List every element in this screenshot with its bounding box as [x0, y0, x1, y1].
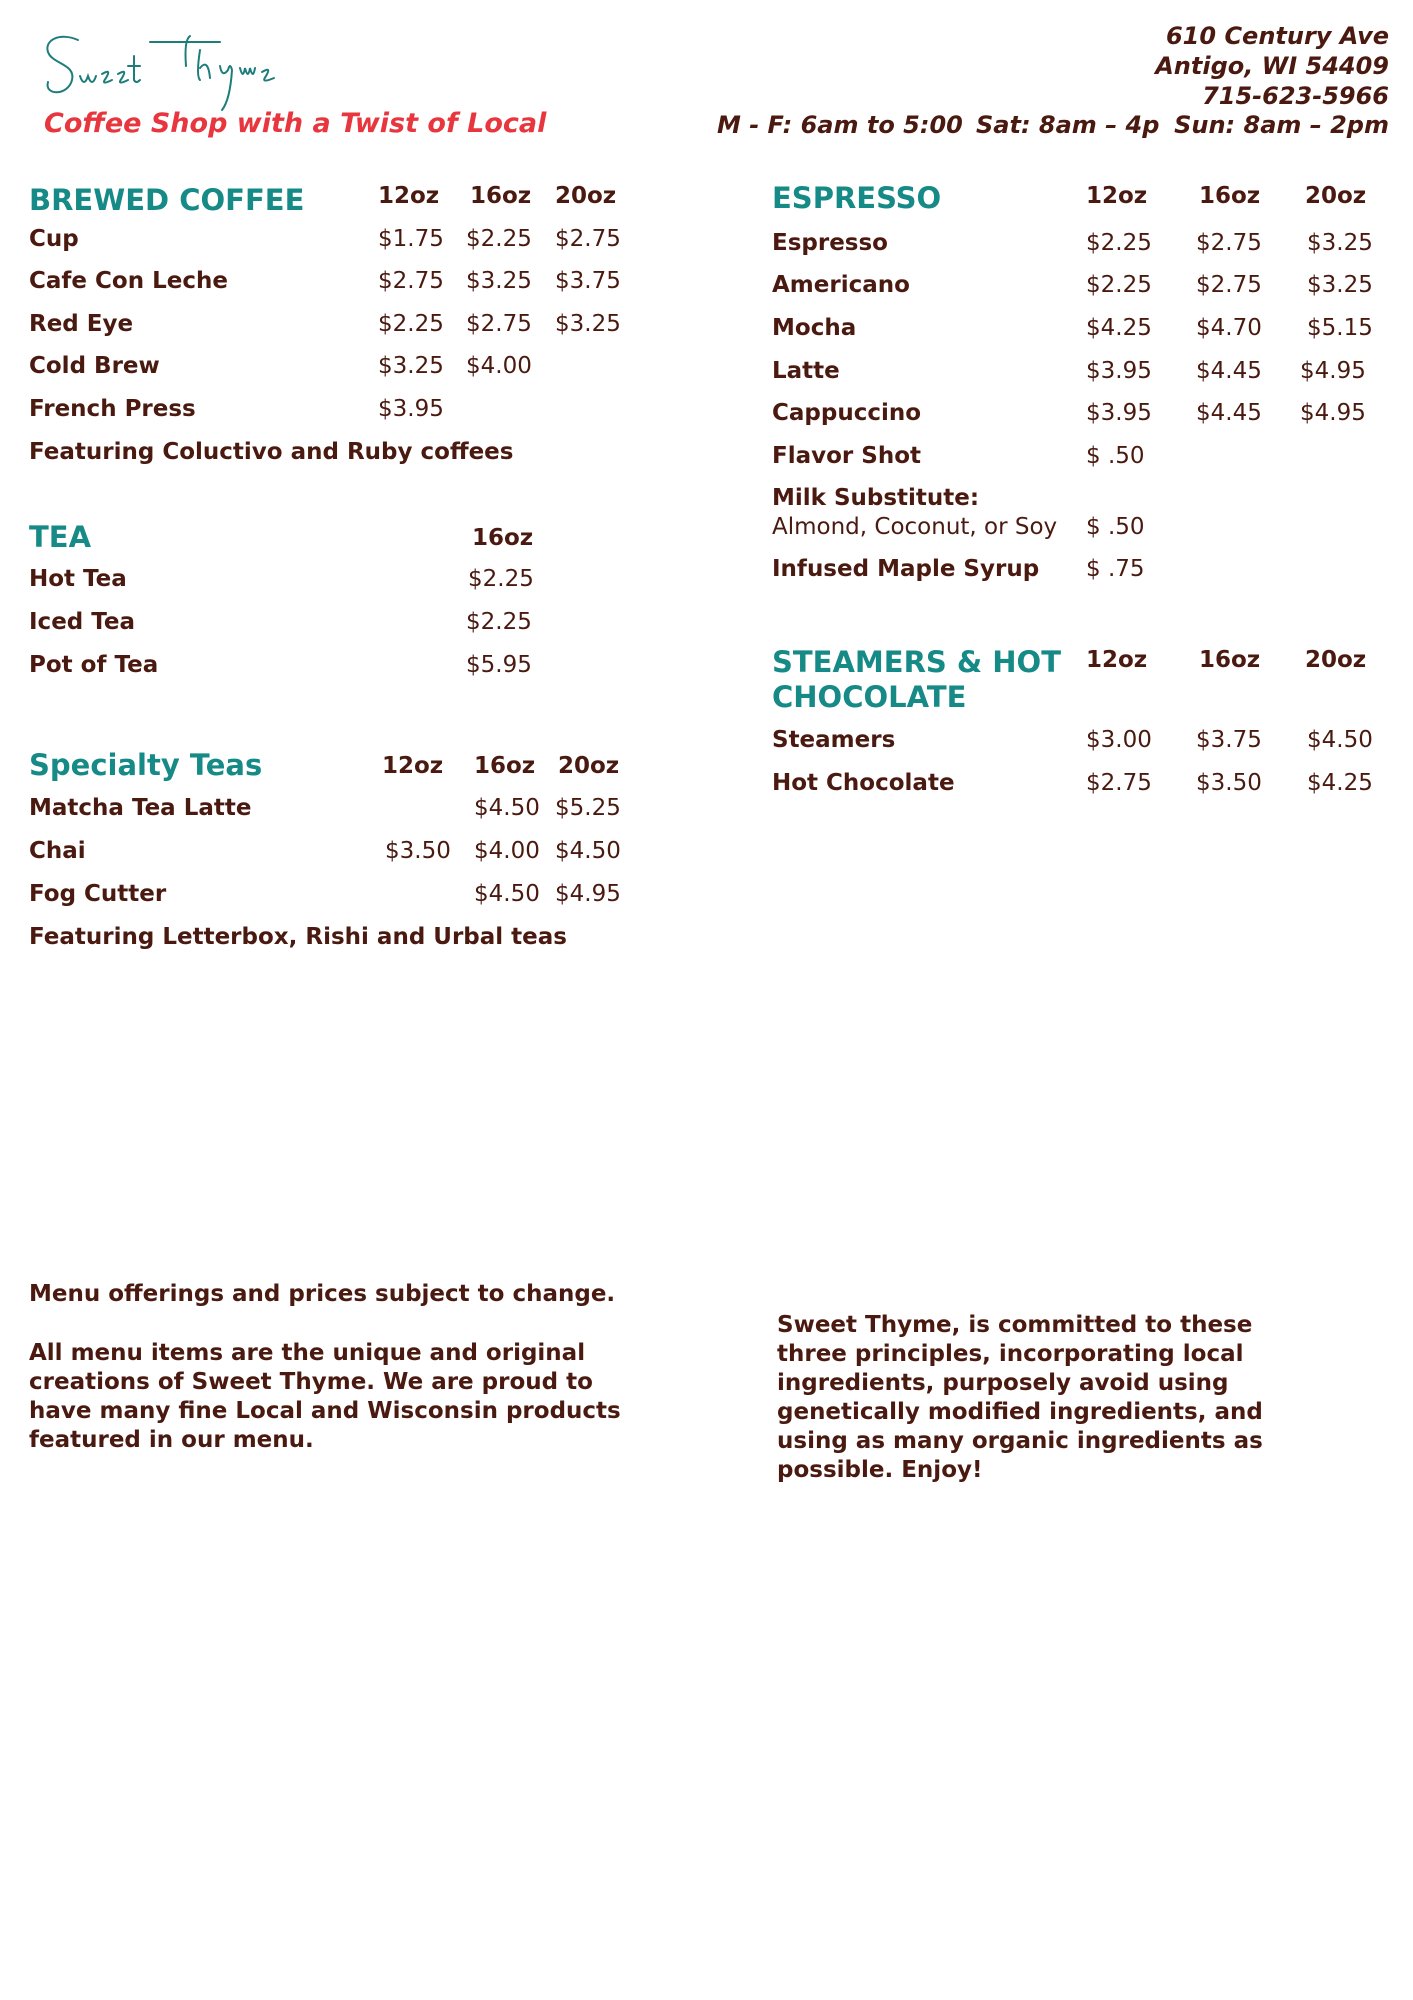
size-header-16oz: 16oz [470, 183, 532, 209]
price-12oz: $3.00 [1086, 727, 1152, 753]
section-title-steamers-line1: STEAMERS & HOT [772, 645, 1061, 679]
price-20oz: $3.75 [555, 268, 621, 294]
menu-item-name: Cafe Con Leche [29, 268, 228, 294]
section-title-brewed-coffee: BREWED COFFEE [29, 183, 305, 217]
size-header-20oz: 20oz [1305, 183, 1367, 209]
price-20oz: $2.75 [555, 226, 621, 252]
hours-weekday: M - F: 6am to 5:00 [717, 111, 963, 139]
price-16oz: $4.70 [1196, 315, 1262, 341]
menu-item-name: French Press [29, 396, 196, 422]
menu-item-name: Cold Brew [29, 353, 160, 379]
street-address: 610 Century Ave [1165, 22, 1389, 50]
price-12oz: $3.25 [378, 353, 444, 379]
price-16oz: $3.75 [1196, 727, 1262, 753]
size-header-20oz: 20oz [555, 183, 617, 209]
price-16oz: $4.45 [1196, 400, 1262, 426]
price-12oz: $2.25 [1086, 230, 1152, 256]
featuring-note: Featuring Letterbox, Rishi and Urbal teas [29, 924, 567, 950]
milk-substitute-options: Almond, Coconut, or Soy [772, 514, 1058, 540]
menu-item-name: Milk Substitute: [772, 485, 980, 511]
price-12oz: $4.25 [1086, 315, 1152, 341]
price-16oz: $2.75 [1196, 272, 1262, 298]
price-12oz: $3.50 [385, 838, 451, 864]
principles-text: Sweet Thyme, is committed to these three principles, incorporating local ingredients, purposely avoid using genetically modified ingredients, and using as many organic ingredients as possible. Enjoy! [777, 1312, 1263, 1483]
price-20oz: $4.50 [555, 838, 621, 864]
city-state-zip: Antigo, WI 54409 [1155, 52, 1389, 80]
price-16oz: $2.25 [466, 226, 532, 252]
size-header-20oz: 20oz [1305, 647, 1367, 673]
menu-item-name: Infused Maple Syrup [772, 556, 1040, 582]
menu-item-name: Mocha [772, 315, 857, 341]
menu-item-name: Pot of Tea [29, 652, 159, 678]
price-12oz: $3.95 [1086, 358, 1152, 384]
price-20oz: $4.95 [1300, 358, 1366, 384]
menu-item-name: Latte [772, 358, 840, 384]
price-16oz: $3.50 [1196, 770, 1262, 796]
size-header-20oz: 20oz [558, 753, 620, 779]
price-20oz: $4.95 [555, 881, 621, 907]
tagline: Coffee Shop with a Twist of Local [44, 108, 547, 139]
price-20oz: $5.25 [555, 795, 621, 821]
price-maple-syrup: $ .75 [1086, 556, 1145, 582]
price-12oz: $2.25 [1086, 272, 1152, 298]
menu-item-name: Chai [29, 838, 86, 864]
hours-sunday: Sun: 8am – 2pm [1174, 111, 1389, 139]
size-header-12oz: 12oz [1086, 183, 1148, 209]
section-title-espresso: ESPRESSO [772, 181, 942, 215]
price-20oz: $3.25 [1307, 272, 1373, 298]
price-12oz: $2.25 [378, 311, 444, 337]
price-20oz: $4.50 [1307, 727, 1373, 753]
price-20oz: $5.15 [1307, 315, 1373, 341]
size-header-12oz: 12oz [1086, 647, 1148, 673]
price-12oz: $2.75 [1086, 770, 1152, 796]
price-20oz: $3.25 [555, 311, 621, 337]
menu-item-name: Cappuccino [772, 400, 922, 426]
menu-item-name: Iced Tea [29, 609, 136, 635]
menu-item-name: Hot Tea [29, 566, 127, 592]
size-header-16oz: 16oz [474, 753, 536, 779]
featuring-note: Featuring Coluctivo and Ruby coffees [29, 439, 514, 465]
section-title-tea: TEA [29, 520, 92, 554]
menu-item-name: Espresso [772, 230, 888, 256]
sweet-thyme-logo [40, 26, 340, 116]
price-16oz: $4.50 [474, 881, 540, 907]
price-16oz: $3.25 [466, 268, 532, 294]
price-20oz: $4.25 [1307, 770, 1373, 796]
price-flavor-shot: $ .50 [1086, 443, 1145, 469]
price-12oz: $2.75 [378, 268, 444, 294]
disclaimer-text: Menu offerings and prices subject to change. [29, 1281, 616, 1307]
phone-number: 715-623-5966 [1202, 82, 1389, 110]
about-text: All menu items are the unique and original creations of Sweet Thyme. We are proud to have many fine Local and Wisconsin products featured in our menu. [29, 1340, 621, 1453]
menu-item-name: Steamers [772, 727, 896, 753]
price-16oz: $4.00 [466, 353, 532, 379]
menu-item-name: Flavor Shot [772, 443, 921, 469]
section-title-specialty-teas: Specialty Teas [29, 748, 263, 782]
menu-item-name: Fog Cutter [29, 881, 167, 907]
size-header-16oz: 16oz [472, 525, 534, 551]
menu-item-name: Americano [772, 272, 910, 298]
menu-item-name: Hot Chocolate [772, 770, 955, 796]
menu-item-name: Matcha Tea Latte [29, 795, 252, 821]
price-16oz: $2.75 [1196, 230, 1262, 256]
price-16oz: $2.75 [466, 311, 532, 337]
menu-item-name: Cup [29, 226, 79, 252]
price-20oz: $4.95 [1300, 400, 1366, 426]
size-header-16oz: 16oz [1199, 183, 1261, 209]
price-16oz: $4.50 [474, 795, 540, 821]
price-16oz: $2.25 [466, 609, 532, 635]
section-title-steamers-line2: CHOCOLATE [772, 680, 967, 714]
price-20oz: $3.25 [1307, 230, 1373, 256]
size-header-12oz: 12oz [378, 183, 440, 209]
price-12oz: $1.75 [378, 226, 444, 252]
price-12oz: $3.95 [1086, 400, 1152, 426]
price-16oz: $5.95 [466, 652, 532, 678]
size-header-16oz: 16oz [1199, 647, 1261, 673]
price-12oz: $3.95 [378, 396, 444, 422]
price-16oz: $4.00 [474, 838, 540, 864]
price-16oz: $2.25 [468, 566, 534, 592]
size-header-12oz: 12oz [382, 753, 444, 779]
price-16oz: $4.45 [1196, 358, 1262, 384]
hours-saturday: Sat: 8am – 4p [976, 111, 1160, 139]
price-milk-substitute: $ .50 [1086, 514, 1145, 540]
menu-item-name: Red Eye [29, 311, 134, 337]
